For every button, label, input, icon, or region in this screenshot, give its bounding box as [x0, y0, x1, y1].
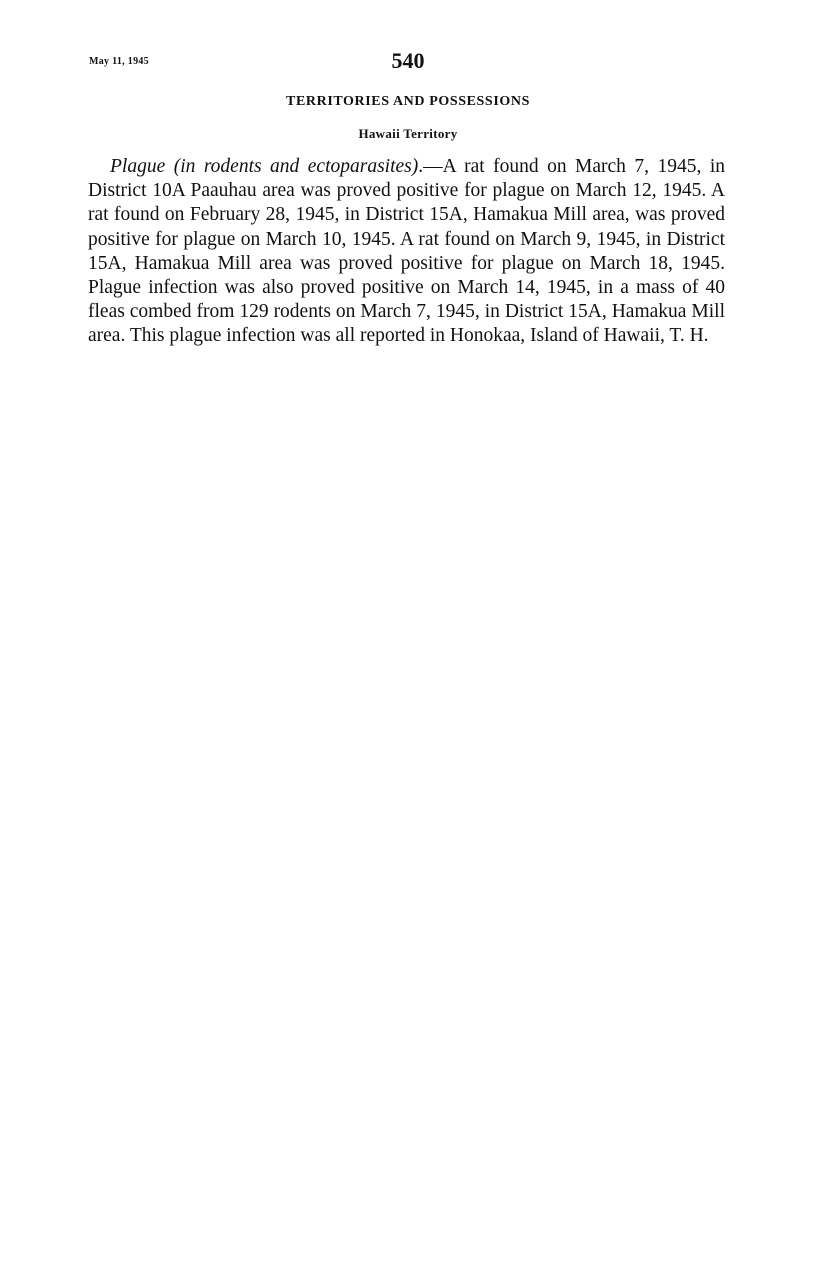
plague-report-paragraph [88, 155, 725, 349]
page-number: 540 [391, 48, 425, 73]
section-title: TERRITORIES AND POSSESSIONS [286, 94, 530, 109]
paragraph-text: .—A rat found on March 7, 1945, in District 10A Paauhau area was proved positive for plague on March 12, 1945. A rat found on February 28, 1945, in District 15A, Hamakua Mill area, was proved positive for plague on March 10, 1945. A rat found on March 9, 1945, in District 15A, Hamakua Mill area was proved positive for plague on March 18, 1945. Plague infection was also proved positive on March 14, 1945, in a mass of 40 fleas combed from 129 rodents on March 7, 1945, in District 15A, Hamakua Mill area. This plague infection was all reported in Honokaa, Island of Hawaii, T. H. [88, 156, 725, 347]
issue-date: May 11, 1945 [89, 56, 149, 67]
section-subtitle: Hawaii Territory [358, 126, 458, 141]
paragraph-lead-italic: Plague (in rodents and ectoparasites) [110, 156, 419, 177]
